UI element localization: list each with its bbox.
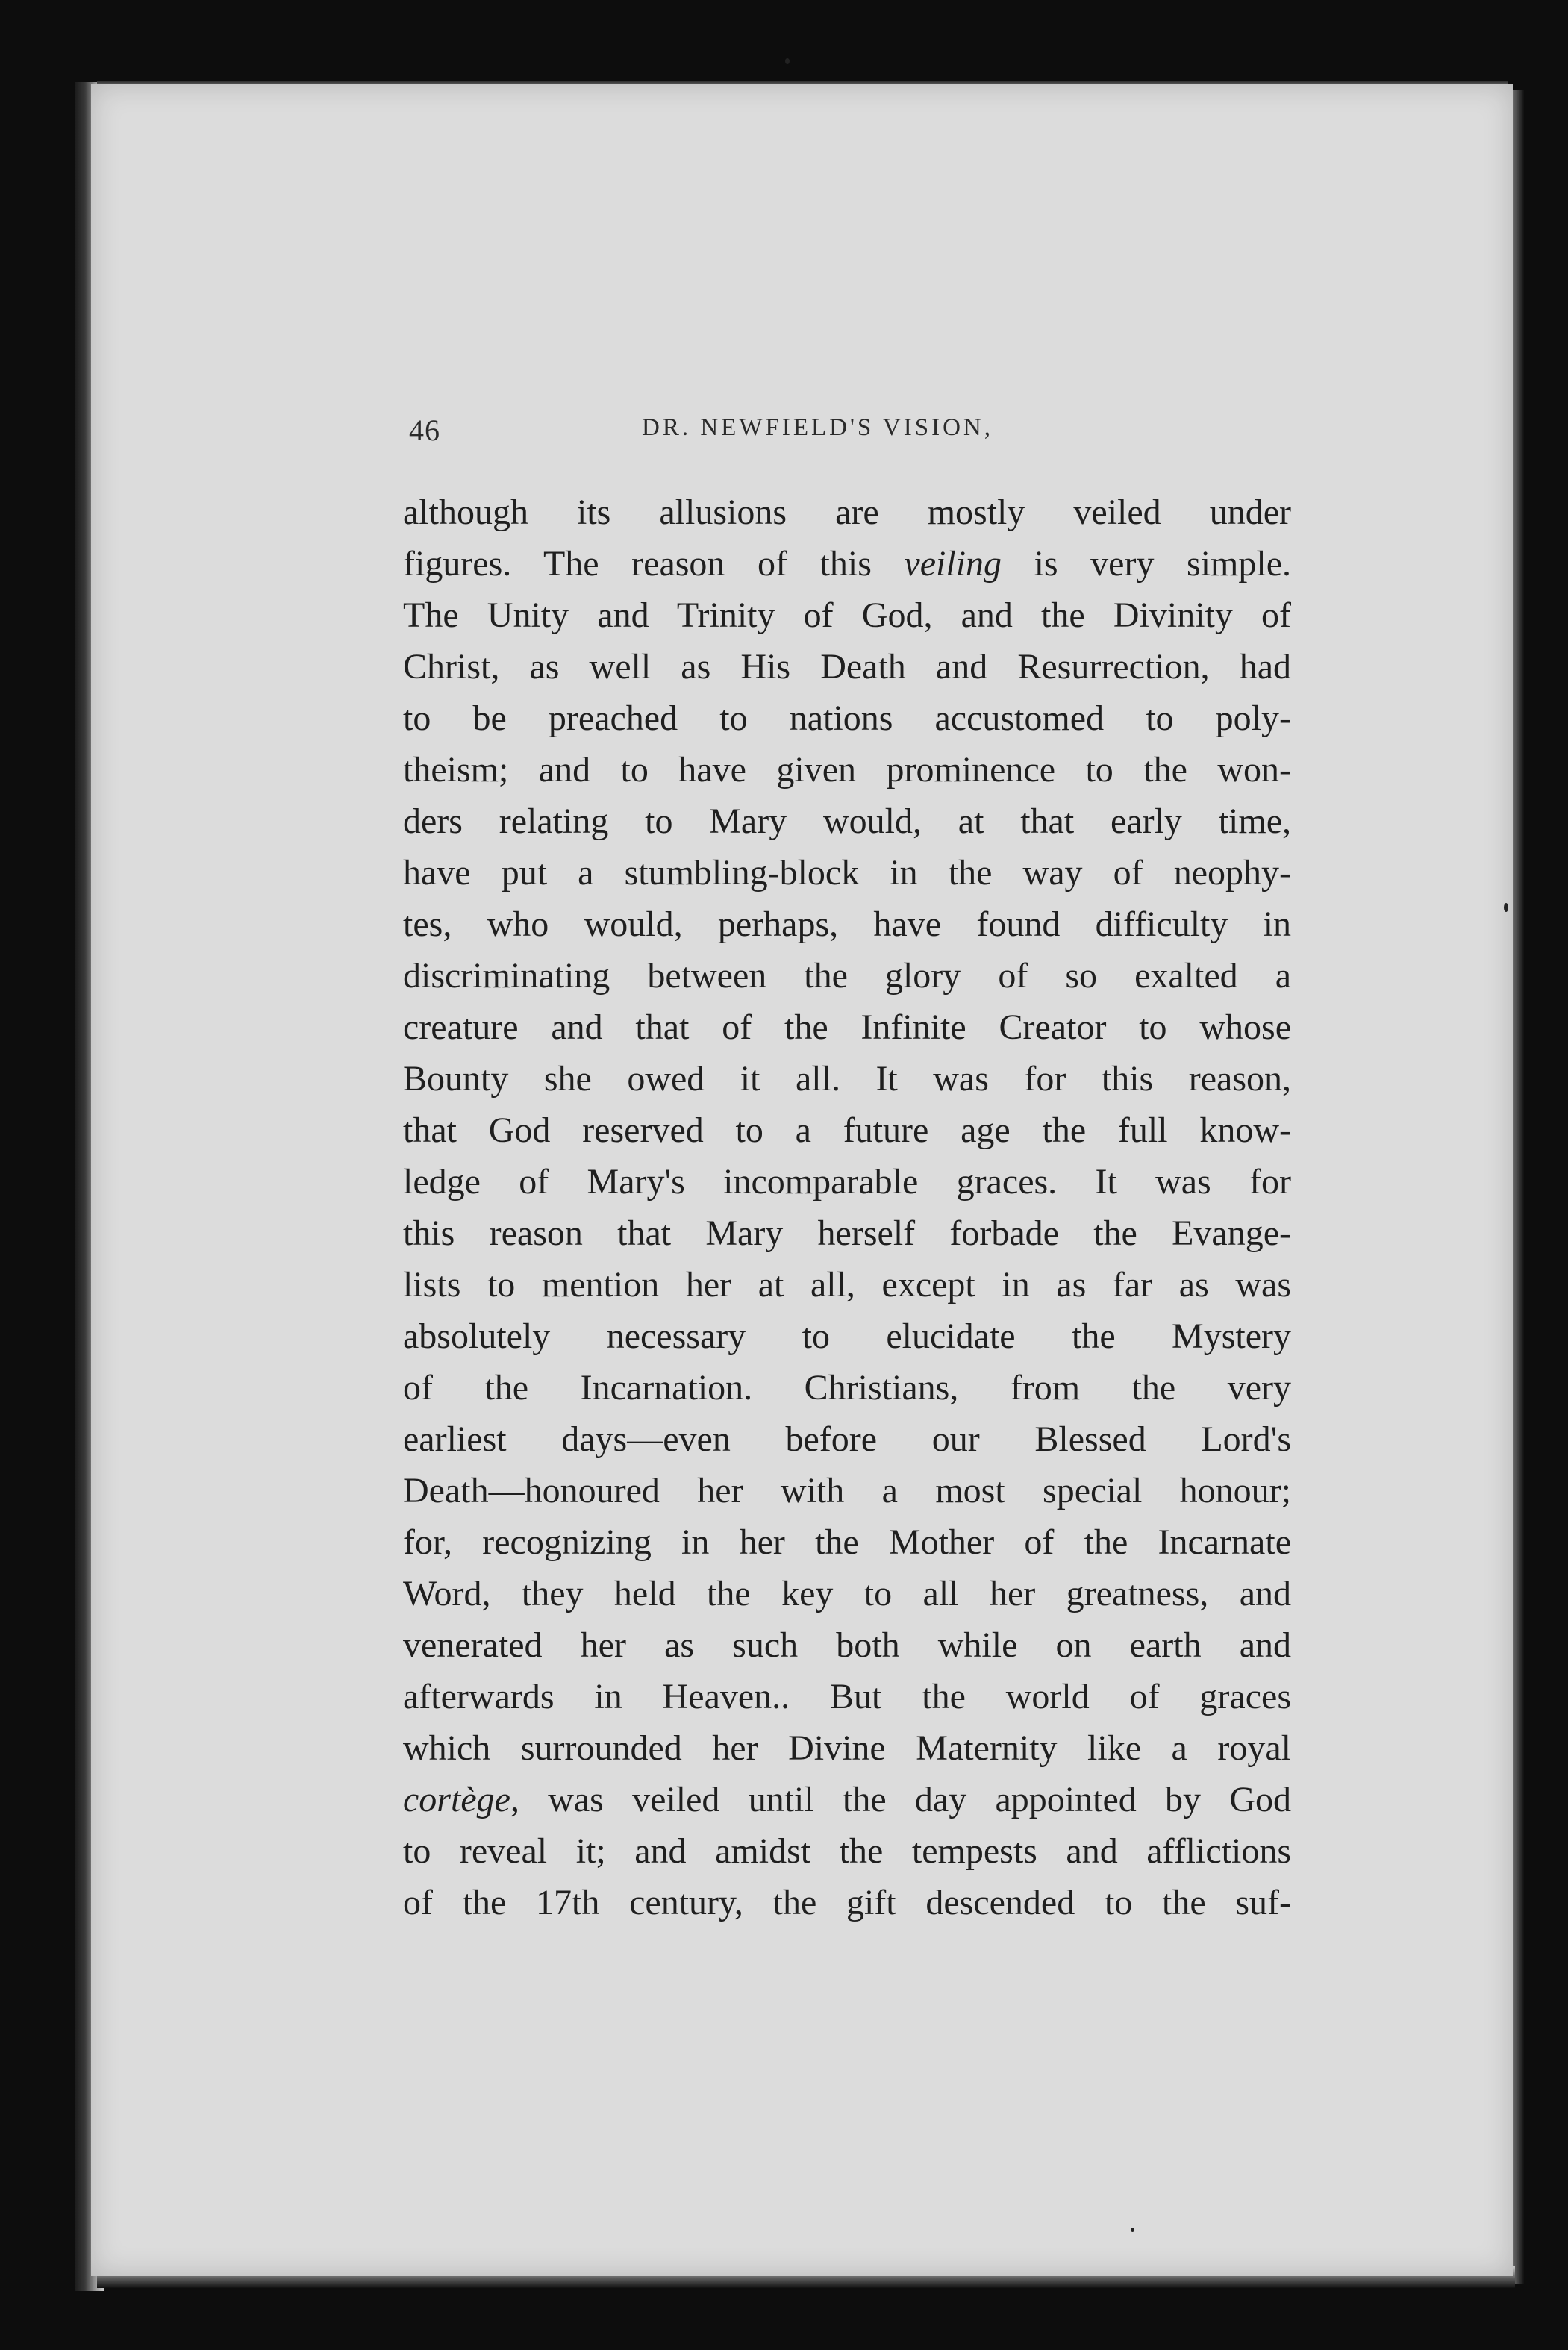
text-line: The Unity and Trinity of God, and the Divinity of	[403, 596, 1291, 635]
text-line: of the Incarnation. Christians, from the very	[403, 1368, 1291, 1407]
text-line: afterwards in Heaven.. But the world of graces	[403, 1677, 1291, 1716]
body-text	[403, 487, 1291, 1928]
text-line: Bounty she owed it all. It was for this reason,	[403, 1059, 1291, 1099]
text-line: ledge of Mary's incomparable graces. It was for	[403, 1162, 1291, 1201]
text-line: figures. The reason of this veiling is very simple.	[403, 544, 1292, 584]
text-line: ders relating to Mary would, at that early time,	[403, 801, 1291, 841]
text-line: absolutely necessary to elucidate the Mystery	[403, 1316, 1291, 1356]
text-line: for, recognizing in her the Mother of the Incarnate	[403, 1522, 1291, 1562]
text-line: discriminating between the glory of so exalted a	[403, 956, 1291, 996]
text-line: have put a stumbling-block in the way of neophy-	[403, 853, 1291, 893]
text-line: earliest days—even before our Blessed Lord's	[403, 1419, 1291, 1459]
text-line: theism; and to have given prominence to the won-	[403, 750, 1291, 790]
running-head	[409, 413, 1282, 450]
text-line: to reveal it; and amidst the tempests and afflictions	[403, 1831, 1291, 1871]
text-line: cortège, was veiled until the day appointed by God	[403, 1780, 1291, 1819]
text-line: lists to mention her at all, except in as far as was	[403, 1265, 1291, 1304]
page-number: 46	[409, 413, 440, 447]
dust-speck	[785, 58, 790, 64]
text-line: tes, who would, perhaps, have found difficulty in	[403, 904, 1291, 944]
italic-word: veiling	[904, 544, 1002, 584]
running-title: DR. NEWFIELD'S VISION,	[642, 414, 993, 441]
text-line: Death—honoured her with a most special honour;	[403, 1471, 1291, 1510]
italic-word: cortège	[403, 1780, 510, 1819]
text-line: creature and that of the Infinite Creator to whose	[403, 1007, 1291, 1047]
text-line: of the 17th century, the gift descended to the suf-	[403, 1883, 1291, 1922]
dust-speck	[1504, 903, 1508, 912]
text-line: Word, they held the key to all her greatness, and	[403, 1574, 1291, 1613]
text-line: that God reserved to a future age the full know-	[403, 1110, 1291, 1150]
text-line: venerated her as such both while on earth and	[403, 1625, 1291, 1665]
text-line: to be preached to nations accustomed to poly-	[403, 699, 1291, 738]
dust-speck	[1131, 2228, 1134, 2232]
text-line: although its allusions are mostly veiled under	[403, 493, 1291, 532]
text-line: this reason that Mary herself forbade the Evange-	[403, 1213, 1291, 1253]
text-line: Christ, as well as His Death and Resurrection, had	[403, 647, 1291, 687]
text-line: which surrounded her Divine Maternity like a royal	[403, 1728, 1291, 1768]
